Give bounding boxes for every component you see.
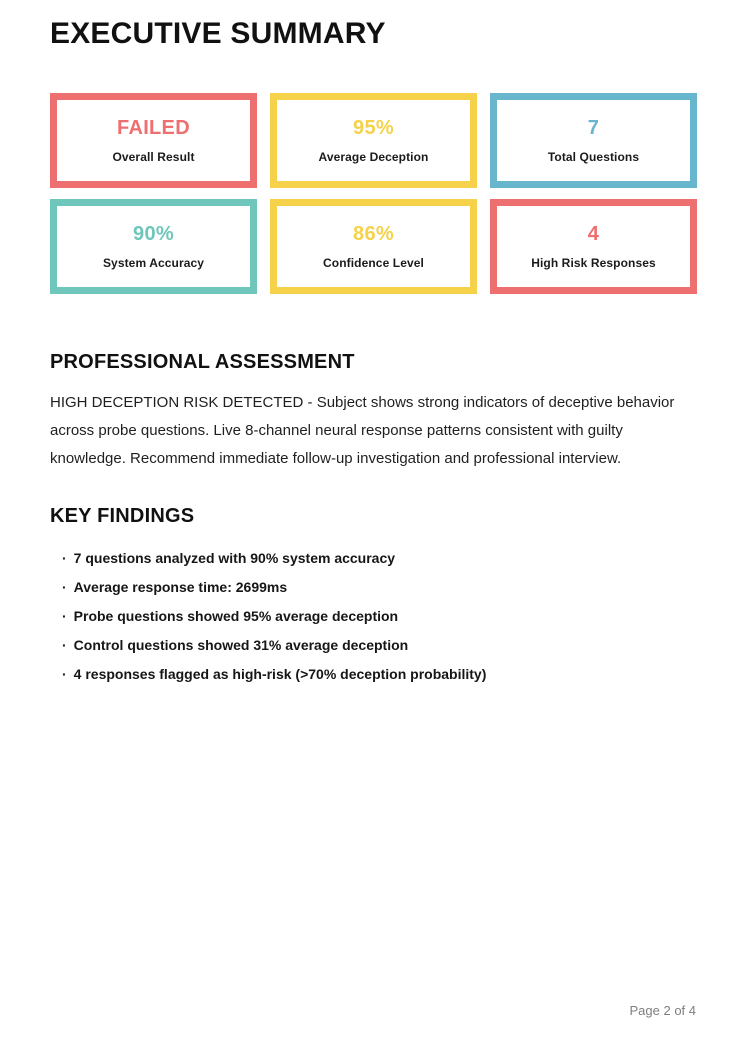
stat-label: Average Deception bbox=[318, 150, 429, 164]
finding-item: · 7 questions analyzed with 90% system accuracy bbox=[62, 549, 697, 568]
page-number: Page 2 of 4 bbox=[629, 1003, 696, 1018]
stat-label: High Risk Responses bbox=[531, 256, 656, 270]
stat-value: 95% bbox=[353, 117, 394, 139]
assessment-text: HIGH DECEPTION RISK DETECTED - Subject shows strong indicators of deceptive behavior across probe questions. Live 8-channel neural response patterns consistent with guilty knowledge. Recommend immediate follow-up investigation and professional interview. bbox=[50, 394, 675, 467]
professional-assessment-section bbox=[50, 350, 697, 473]
stat-value: 4 bbox=[587, 223, 600, 245]
stat-label: System Accuracy bbox=[102, 256, 205, 270]
findings-list bbox=[50, 549, 697, 684]
stat-label: Confidence Level bbox=[323, 256, 424, 270]
stat-card-overall-result bbox=[50, 93, 257, 188]
stat-label: Total Questions bbox=[547, 150, 640, 164]
stat-value: 86% bbox=[353, 223, 394, 245]
stat-card-total-questions bbox=[490, 93, 697, 188]
stat-value: 90% bbox=[133, 223, 174, 245]
finding-item: · Average response time: 2699ms bbox=[62, 578, 697, 597]
key-findings-section bbox=[50, 504, 697, 684]
stat-card-row-1 bbox=[50, 93, 697, 188]
stat-card-average-deception bbox=[270, 93, 477, 188]
finding-item: · Control questions showed 31% average deception bbox=[62, 636, 697, 655]
stat-card-row-2 bbox=[50, 199, 697, 294]
section-heading-key-findings: KEY FINDINGS bbox=[50, 505, 195, 527]
stat-value: 7 bbox=[587, 117, 600, 139]
stat-card-high-risk-responses bbox=[490, 199, 697, 294]
finding-item: · Probe questions showed 95% average deception bbox=[62, 607, 697, 626]
finding-item: · 4 responses flagged as high-risk (>70% deception probability) bbox=[62, 665, 697, 684]
stat-value: FAILED bbox=[117, 117, 190, 139]
stat-card-grid bbox=[50, 93, 697, 294]
page-title: EXECUTIVE SUMMARY bbox=[50, 17, 386, 50]
stat-label: Overall Result bbox=[112, 150, 195, 164]
section-heading-professional-assessment: PROFESSIONAL ASSESSMENT bbox=[50, 351, 355, 373]
stat-card-system-accuracy bbox=[50, 199, 257, 294]
stat-card-confidence-level bbox=[270, 199, 477, 294]
